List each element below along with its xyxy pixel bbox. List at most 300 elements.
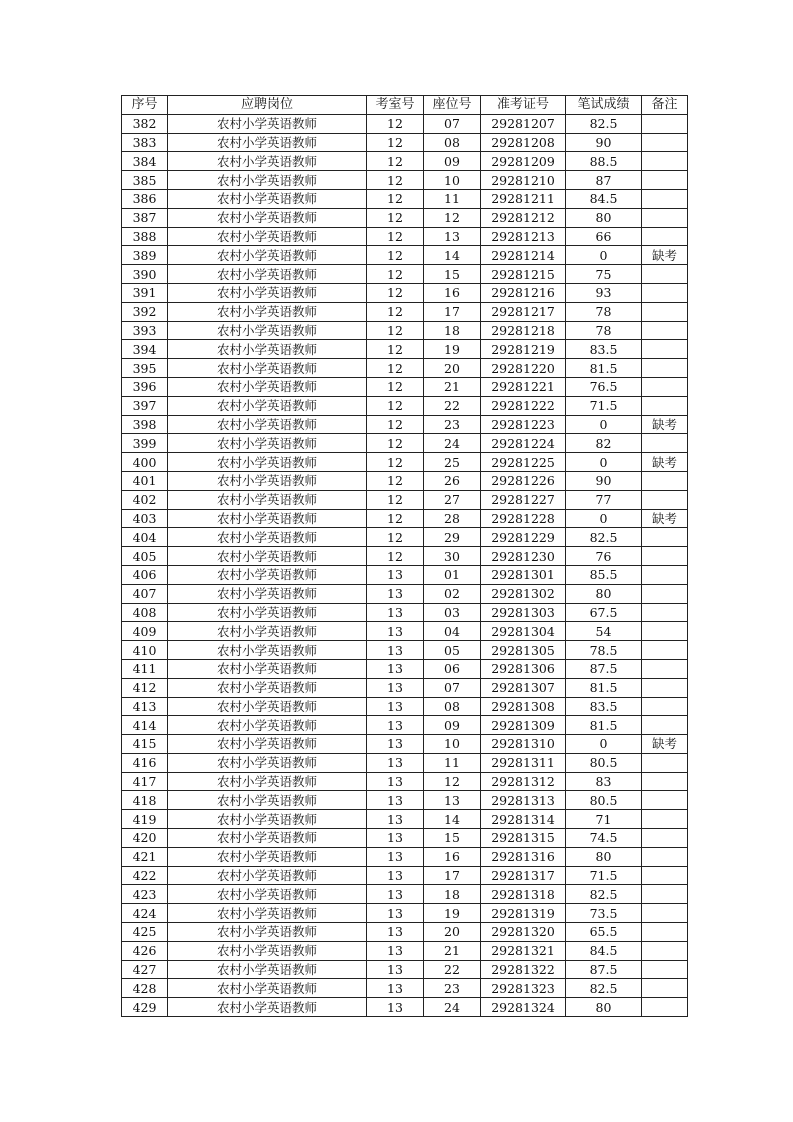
room-cell: 12 [367, 189, 424, 208]
serial-cell: 408 [122, 603, 168, 622]
header-score: 笔试成绩 [566, 96, 642, 115]
remark-cell [642, 208, 688, 227]
serial-cell: 399 [122, 434, 168, 453]
ticket-cell: 29281214 [481, 246, 566, 265]
position-cell: 农村小学英语教师 [168, 885, 367, 904]
position-cell: 农村小学英语教师 [168, 265, 367, 284]
seat-cell: 23 [424, 979, 481, 998]
ticket-cell: 29281210 [481, 171, 566, 190]
room-cell: 13 [367, 941, 424, 960]
room-cell: 13 [367, 923, 424, 942]
table-row [122, 396, 688, 415]
position-cell: 农村小学英语教师 [168, 227, 367, 246]
position-cell: 农村小学英语教师 [168, 923, 367, 942]
remark-cell: 缺考 [642, 453, 688, 472]
remark-cell [642, 791, 688, 810]
seat-cell: 30 [424, 547, 481, 566]
score-cell: 81.5 [566, 716, 642, 735]
header-row [122, 96, 688, 115]
room-cell: 12 [367, 340, 424, 359]
table-row [122, 753, 688, 772]
seat-cell: 13 [424, 791, 481, 810]
serial-cell: 407 [122, 584, 168, 603]
ticket-cell: 29281306 [481, 659, 566, 678]
score-cell: 81.5 [566, 678, 642, 697]
table-row [122, 152, 688, 171]
remark-cell: 缺考 [642, 415, 688, 434]
room-cell: 12 [367, 377, 424, 396]
serial-cell: 397 [122, 396, 168, 415]
seat-cell: 06 [424, 659, 481, 678]
serial-cell: 384 [122, 152, 168, 171]
serial-cell: 386 [122, 189, 168, 208]
serial-cell: 383 [122, 133, 168, 152]
serial-cell: 398 [122, 415, 168, 434]
serial-cell: 418 [122, 791, 168, 810]
serial-cell: 415 [122, 735, 168, 754]
score-cell: 65.5 [566, 923, 642, 942]
room-cell: 12 [367, 434, 424, 453]
remark-cell [642, 998, 688, 1017]
score-cell: 78.5 [566, 641, 642, 660]
position-cell: 农村小学英语教师 [168, 565, 367, 584]
table-row [122, 735, 688, 754]
seat-cell: 09 [424, 716, 481, 735]
position-cell: 农村小学英语教师 [168, 622, 367, 641]
position-cell: 农村小学英语教师 [168, 340, 367, 359]
position-cell: 农村小学英语教师 [168, 584, 367, 603]
position-cell: 农村小学英语教师 [168, 189, 367, 208]
score-cell: 75 [566, 265, 642, 284]
ticket-cell: 29281301 [481, 565, 566, 584]
header-room: 考室号 [367, 96, 424, 115]
score-cell: 0 [566, 415, 642, 434]
ticket-cell: 29281223 [481, 415, 566, 434]
table-row [122, 133, 688, 152]
table-row [122, 208, 688, 227]
table-row [122, 584, 688, 603]
seat-cell: 07 [424, 114, 481, 133]
score-cell: 80 [566, 847, 642, 866]
remark-cell [642, 377, 688, 396]
score-cell: 0 [566, 509, 642, 528]
seat-cell: 08 [424, 133, 481, 152]
room-cell: 13 [367, 866, 424, 885]
seat-cell: 21 [424, 941, 481, 960]
table-row [122, 415, 688, 434]
remark-cell [642, 133, 688, 152]
serial-cell: 426 [122, 941, 168, 960]
remark-cell [642, 114, 688, 133]
position-cell: 农村小学英语教师 [168, 866, 367, 885]
score-cell: 0 [566, 246, 642, 265]
position-cell: 农村小学英语教师 [168, 753, 367, 772]
ticket-cell: 29281213 [481, 227, 566, 246]
score-cell: 82.5 [566, 979, 642, 998]
ticket-cell: 29281208 [481, 133, 566, 152]
ticket-cell: 29281312 [481, 772, 566, 791]
ticket-cell: 29281222 [481, 396, 566, 415]
room-cell: 13 [367, 641, 424, 660]
remark-cell [642, 434, 688, 453]
room-cell: 13 [367, 904, 424, 923]
table-row [122, 283, 688, 302]
seat-cell: 01 [424, 565, 481, 584]
table-row [122, 171, 688, 190]
score-cell: 76.5 [566, 377, 642, 396]
remark-cell [642, 622, 688, 641]
score-cell: 87.5 [566, 960, 642, 979]
ticket-cell: 29281309 [481, 716, 566, 735]
remark-cell [642, 885, 688, 904]
table-row [122, 377, 688, 396]
ticket-cell: 29281209 [481, 152, 566, 171]
table-row [122, 471, 688, 490]
score-cell: 0 [566, 453, 642, 472]
serial-cell: 420 [122, 829, 168, 848]
seat-cell: 27 [424, 490, 481, 509]
position-cell: 农村小学英语教师 [168, 998, 367, 1017]
table-row [122, 434, 688, 453]
score-cell: 74.5 [566, 829, 642, 848]
seat-cell: 16 [424, 283, 481, 302]
seat-cell: 14 [424, 810, 481, 829]
position-cell: 农村小学英语教师 [168, 453, 367, 472]
table-row [122, 716, 688, 735]
room-cell: 12 [367, 208, 424, 227]
serial-cell: 425 [122, 923, 168, 942]
serial-cell: 427 [122, 960, 168, 979]
remark-cell [642, 659, 688, 678]
room-cell: 12 [367, 265, 424, 284]
serial-cell: 389 [122, 246, 168, 265]
score-cell: 0 [566, 735, 642, 754]
room-cell: 13 [367, 979, 424, 998]
position-cell: 农村小学英语教师 [168, 359, 367, 378]
table-row [122, 885, 688, 904]
remark-cell [642, 227, 688, 246]
remark-cell [642, 979, 688, 998]
serial-cell: 401 [122, 471, 168, 490]
table-row [122, 772, 688, 791]
ticket-cell: 29281220 [481, 359, 566, 378]
remark-cell [642, 960, 688, 979]
ticket-cell: 29281314 [481, 810, 566, 829]
ticket-cell: 29281218 [481, 321, 566, 340]
position-cell: 农村小学英语教师 [168, 810, 367, 829]
remark-cell [642, 810, 688, 829]
table-row [122, 641, 688, 660]
table-row [122, 189, 688, 208]
remark-cell [642, 283, 688, 302]
position-cell: 农村小学英语教师 [168, 377, 367, 396]
seat-cell: 28 [424, 509, 481, 528]
score-cell: 83.5 [566, 697, 642, 716]
room-cell: 12 [367, 152, 424, 171]
table-row [122, 923, 688, 942]
ticket-cell: 29281313 [481, 791, 566, 810]
ticket-cell: 29281316 [481, 847, 566, 866]
serial-cell: 395 [122, 359, 168, 378]
score-cell: 82.5 [566, 114, 642, 133]
table-row [122, 847, 688, 866]
serial-cell: 385 [122, 171, 168, 190]
score-cell: 88.5 [566, 152, 642, 171]
table-row [122, 114, 688, 133]
table-row [122, 490, 688, 509]
ticket-cell: 29281224 [481, 434, 566, 453]
serial-cell: 414 [122, 716, 168, 735]
table-row [122, 659, 688, 678]
table-row [122, 829, 688, 848]
score-cell: 67.5 [566, 603, 642, 622]
serial-cell: 396 [122, 377, 168, 396]
ticket-cell: 29281305 [481, 641, 566, 660]
room-cell: 12 [367, 133, 424, 152]
ticket-cell: 29281320 [481, 923, 566, 942]
position-cell: 农村小学英语教师 [168, 509, 367, 528]
ticket-cell: 29281303 [481, 603, 566, 622]
ticket-cell: 29281315 [481, 829, 566, 848]
seat-cell: 22 [424, 960, 481, 979]
room-cell: 13 [367, 603, 424, 622]
serial-cell: 404 [122, 528, 168, 547]
seat-cell: 29 [424, 528, 481, 547]
seat-cell: 04 [424, 622, 481, 641]
position-cell: 农村小学英语教师 [168, 847, 367, 866]
room-cell: 12 [367, 283, 424, 302]
table-row [122, 697, 688, 716]
position-cell: 农村小学英语教师 [168, 246, 367, 265]
remark-cell [642, 772, 688, 791]
remark-cell [642, 359, 688, 378]
room-cell: 12 [367, 246, 424, 265]
remark-cell [642, 941, 688, 960]
score-cell: 76 [566, 547, 642, 566]
remark-cell [642, 340, 688, 359]
room-cell: 13 [367, 584, 424, 603]
remark-cell [642, 396, 688, 415]
ticket-cell: 29281324 [481, 998, 566, 1017]
ticket-cell: 29281308 [481, 697, 566, 716]
ticket-cell: 29281211 [481, 189, 566, 208]
remark-cell [642, 904, 688, 923]
remark-cell [642, 866, 688, 885]
remark-cell: 缺考 [642, 735, 688, 754]
serial-cell: 406 [122, 565, 168, 584]
ticket-cell: 29281217 [481, 302, 566, 321]
score-cell: 81.5 [566, 359, 642, 378]
table-row [122, 227, 688, 246]
table-row [122, 678, 688, 697]
serial-cell: 410 [122, 641, 168, 660]
score-cell: 90 [566, 471, 642, 490]
table-row [122, 453, 688, 472]
remark-cell [642, 697, 688, 716]
room-cell: 13 [367, 829, 424, 848]
position-cell: 农村小学英语教师 [168, 716, 367, 735]
room-cell: 12 [367, 547, 424, 566]
position-cell: 农村小学英语教师 [168, 396, 367, 415]
room-cell: 12 [367, 359, 424, 378]
room-cell: 12 [367, 490, 424, 509]
ticket-cell: 29281319 [481, 904, 566, 923]
table-row [122, 509, 688, 528]
seat-cell: 14 [424, 246, 481, 265]
score-cell: 80 [566, 998, 642, 1017]
ticket-cell: 29281212 [481, 208, 566, 227]
remark-cell [642, 829, 688, 848]
serial-cell: 394 [122, 340, 168, 359]
score-cell: 83.5 [566, 340, 642, 359]
header-serial: 序号 [122, 96, 168, 115]
serial-cell: 429 [122, 998, 168, 1017]
seat-cell: 24 [424, 998, 481, 1017]
seat-cell: 07 [424, 678, 481, 697]
position-cell: 农村小学英语教师 [168, 547, 367, 566]
ticket-cell: 29281317 [481, 866, 566, 885]
position-cell: 农村小学英语教师 [168, 678, 367, 697]
position-cell: 农村小学英语教师 [168, 829, 367, 848]
serial-cell: 421 [122, 847, 168, 866]
room-cell: 12 [367, 114, 424, 133]
position-cell: 农村小学英语教师 [168, 302, 367, 321]
seat-cell: 11 [424, 189, 481, 208]
position-cell: 农村小学英语教师 [168, 471, 367, 490]
serial-cell: 392 [122, 302, 168, 321]
position-cell: 农村小学英语教师 [168, 641, 367, 660]
remark-cell [642, 547, 688, 566]
remark-cell [642, 152, 688, 171]
remark-cell: 缺考 [642, 509, 688, 528]
room-cell: 13 [367, 810, 424, 829]
ticket-cell: 29281230 [481, 547, 566, 566]
seat-cell: 11 [424, 753, 481, 772]
ticket-cell: 29281221 [481, 377, 566, 396]
table-row [122, 528, 688, 547]
score-cell: 80 [566, 208, 642, 227]
position-cell: 农村小学英语教师 [168, 490, 367, 509]
remark-cell [642, 923, 688, 942]
header-position: 应聘岗位 [168, 96, 367, 115]
ticket-cell: 29281321 [481, 941, 566, 960]
room-cell: 12 [367, 415, 424, 434]
position-cell: 农村小学英语教师 [168, 283, 367, 302]
score-cell: 71.5 [566, 866, 642, 885]
serial-cell: 388 [122, 227, 168, 246]
table-row [122, 998, 688, 1017]
serial-cell: 419 [122, 810, 168, 829]
position-cell: 农村小学英语教师 [168, 772, 367, 791]
serial-cell: 402 [122, 490, 168, 509]
seat-cell: 02 [424, 584, 481, 603]
seat-cell: 26 [424, 471, 481, 490]
position-cell: 农村小学英语教师 [168, 941, 367, 960]
position-cell: 农村小学英语教师 [168, 960, 367, 979]
ticket-cell: 29281322 [481, 960, 566, 979]
ticket-cell: 29281216 [481, 283, 566, 302]
seat-cell: 09 [424, 152, 481, 171]
seat-cell: 22 [424, 396, 481, 415]
remark-cell [642, 490, 688, 509]
remark-cell [642, 584, 688, 603]
ticket-cell: 29281228 [481, 509, 566, 528]
remark-cell [642, 265, 688, 284]
ticket-cell: 29281302 [481, 584, 566, 603]
score-cell: 71.5 [566, 396, 642, 415]
table-row [122, 791, 688, 810]
seat-cell: 13 [424, 227, 481, 246]
room-cell: 12 [367, 453, 424, 472]
position-cell: 农村小学英语教师 [168, 904, 367, 923]
table-row [122, 265, 688, 284]
remark-cell: 缺考 [642, 246, 688, 265]
seat-cell: 19 [424, 904, 481, 923]
room-cell: 13 [367, 678, 424, 697]
table-row [122, 810, 688, 829]
score-cell: 84.5 [566, 189, 642, 208]
seat-cell: 15 [424, 265, 481, 284]
table-row [122, 340, 688, 359]
seat-cell: 24 [424, 434, 481, 453]
score-cell: 71 [566, 810, 642, 829]
room-cell: 13 [367, 847, 424, 866]
serial-cell: 405 [122, 547, 168, 566]
remark-cell [642, 565, 688, 584]
table-row [122, 979, 688, 998]
seat-cell: 12 [424, 772, 481, 791]
serial-cell: 428 [122, 979, 168, 998]
room-cell: 13 [367, 772, 424, 791]
seat-cell: 12 [424, 208, 481, 227]
remark-cell [642, 678, 688, 697]
seat-cell: 15 [424, 829, 481, 848]
remark-cell [642, 302, 688, 321]
ticket-cell: 29281226 [481, 471, 566, 490]
table-row [122, 603, 688, 622]
table-body [122, 114, 688, 1016]
table-row [122, 321, 688, 340]
remark-cell [642, 471, 688, 490]
score-cell: 66 [566, 227, 642, 246]
ticket-cell: 29281304 [481, 622, 566, 641]
position-cell: 农村小学英语教师 [168, 735, 367, 754]
room-cell: 13 [367, 659, 424, 678]
remark-cell [642, 189, 688, 208]
ticket-cell: 29281310 [481, 735, 566, 754]
seat-cell: 20 [424, 359, 481, 378]
seat-cell: 25 [424, 453, 481, 472]
ticket-cell: 29281318 [481, 885, 566, 904]
seat-cell: 10 [424, 171, 481, 190]
score-cell: 85.5 [566, 565, 642, 584]
remark-cell [642, 321, 688, 340]
seat-cell: 18 [424, 321, 481, 340]
table-row [122, 960, 688, 979]
seat-cell: 23 [424, 415, 481, 434]
score-cell: 87.5 [566, 659, 642, 678]
room-cell: 12 [367, 302, 424, 321]
ticket-cell: 29281215 [481, 265, 566, 284]
serial-cell: 417 [122, 772, 168, 791]
serial-cell: 409 [122, 622, 168, 641]
serial-cell: 422 [122, 866, 168, 885]
room-cell: 12 [367, 471, 424, 490]
seat-cell: 18 [424, 885, 481, 904]
remark-cell [642, 753, 688, 772]
remark-cell [642, 528, 688, 547]
seat-cell: 05 [424, 641, 481, 660]
